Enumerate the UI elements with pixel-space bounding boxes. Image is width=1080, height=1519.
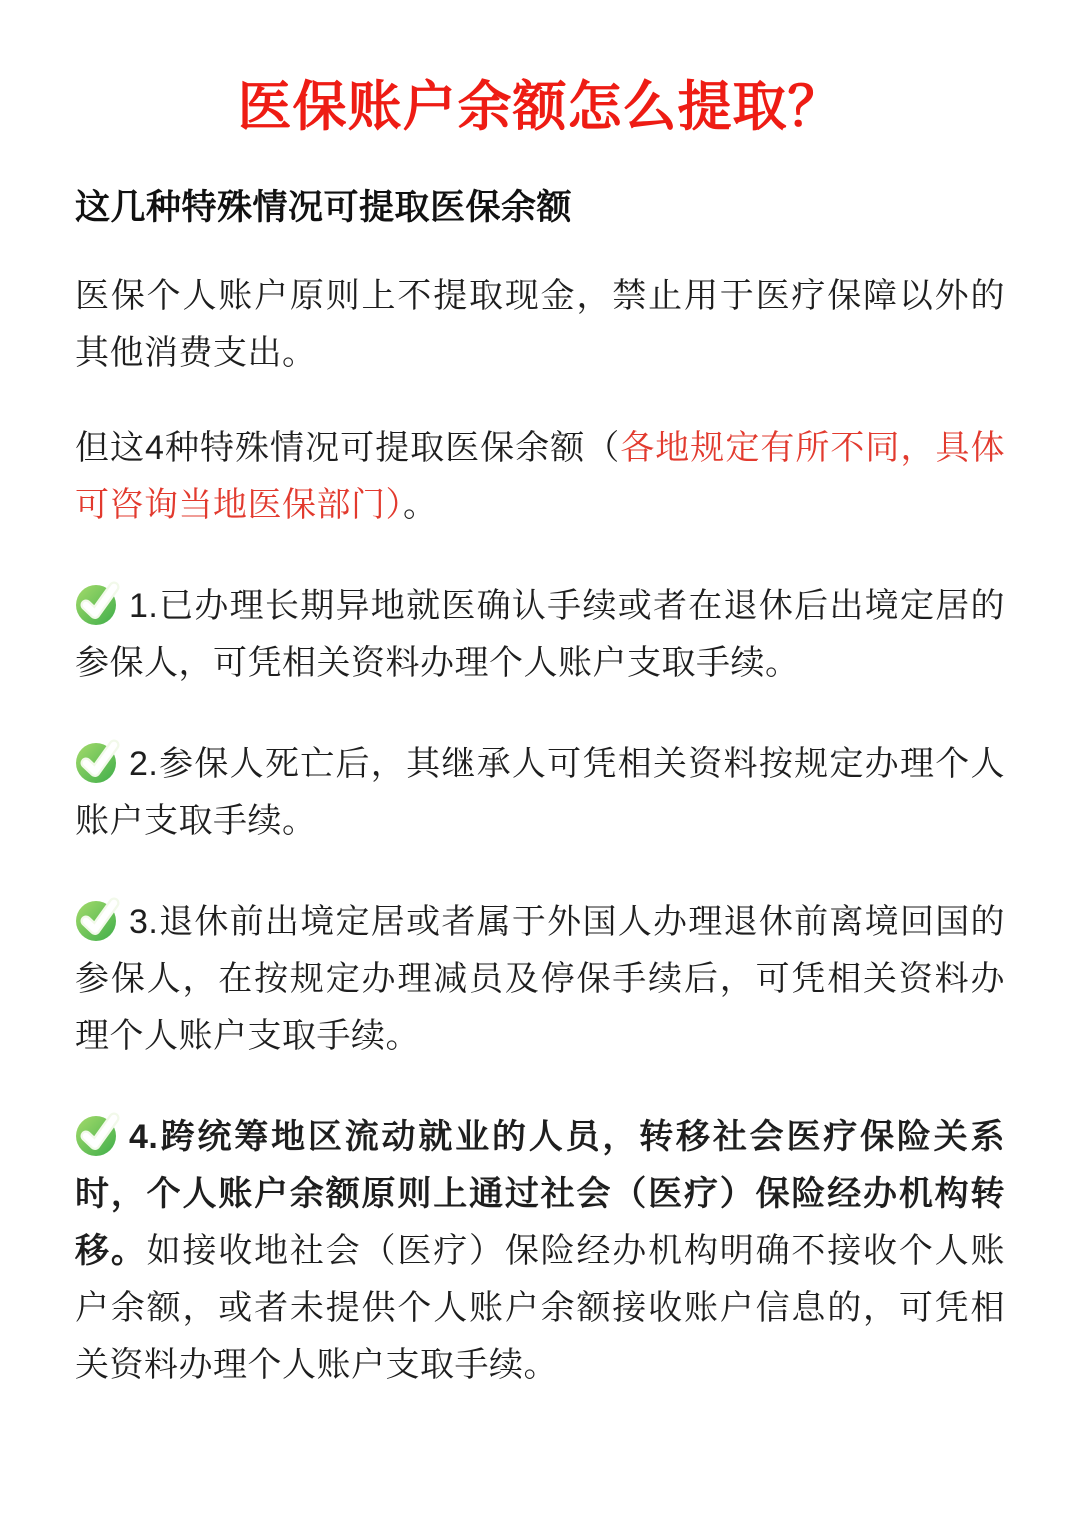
note-black-suffix: 。 xyxy=(403,486,438,524)
page-title: 医保账户余额怎么提取？ xyxy=(237,77,843,137)
check-circle-icon xyxy=(75,578,123,626)
infographic-page xyxy=(0,76,1080,1519)
item-text: 如接收地社会（医疗）保险经办机构明确不接收个人账户余额，或者未提供个人账户余额接收账户信息的，可凭相关资料办理个人账户支取手续。 xyxy=(75,1232,1005,1384)
note-paragraph xyxy=(75,420,1005,534)
check-circle-icon xyxy=(75,736,123,784)
intro-paragraph: 医保个人账户原则上不提取现金，禁止用于医疗保障以外的其他消费支出。 xyxy=(75,277,1005,372)
list-item-1 xyxy=(75,578,1005,692)
list-item-4 xyxy=(75,1109,1005,1394)
item-text: 1.已办理长期异地就医确认手续或者在退休后出境定居的参保人，可凭相关资料办理个人账户支取手续。 xyxy=(75,587,1005,682)
section-heading: 这几种特殊情况可提取医保余额 xyxy=(75,188,573,227)
list-item-3 xyxy=(75,894,1005,1065)
check-circle-icon xyxy=(75,1109,123,1157)
item-text: 2.参保人死亡后，其继承人可凭相关资料按规定办理个人账户支取手续。 xyxy=(75,745,1005,840)
note-red-text: 各地规定有所不同，具体可咨询当地医保部门） xyxy=(75,429,1005,524)
item-bold-text: 4.跨统筹地区流动就业的人员，转移社会医疗保险关系时，个人账户余额原则上通过社会（医疗）保险经办机构转移。 xyxy=(75,1118,1005,1270)
note-black-prefix: 但这4种特殊情况可提取医保余额（ xyxy=(75,429,621,467)
check-circle-icon xyxy=(75,894,123,942)
item-text: 3.退休前出境定居或者属于外国人办理退休前离境回国的参保人，在按规定办理减员及停保手续后，可凭相关资料办理个人账户支取手续。 xyxy=(75,903,1005,1055)
list-item-2 xyxy=(75,736,1005,850)
